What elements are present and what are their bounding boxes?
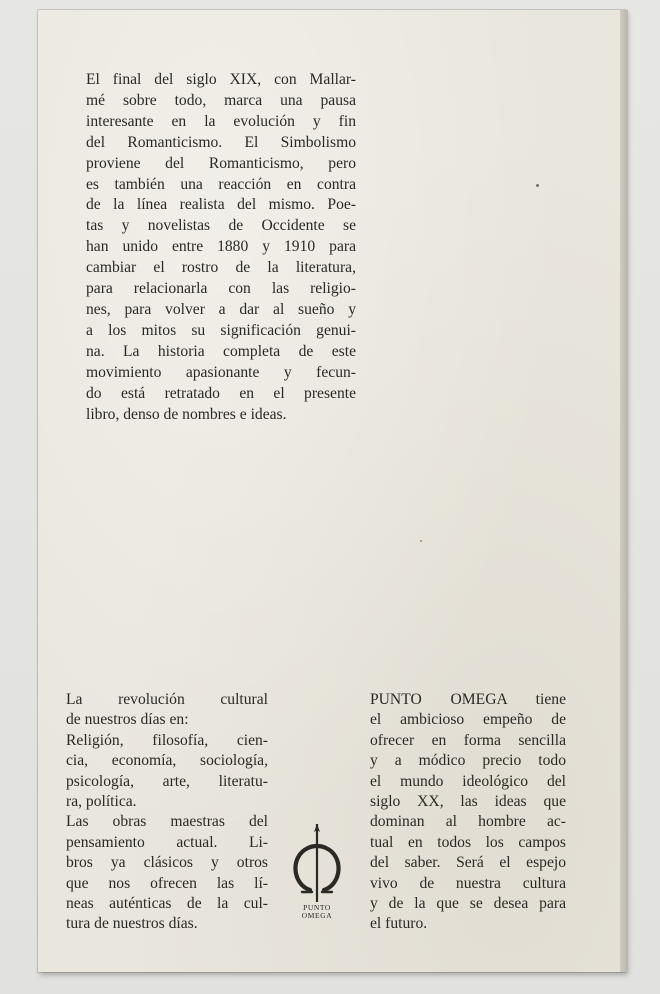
blurb-line: nes, para volver a dar al sueño y [86, 300, 356, 318]
logo-word-punto: PUNTO [303, 903, 331, 912]
blurb-line: proviene del Romanticismo, pero [86, 154, 356, 172]
left-column-line: Religión, filosofía, cien- [66, 731, 268, 749]
right-column-line: el futuro. [370, 915, 428, 933]
blurb-line: El final del siglo XIX, con Mallar- [86, 71, 356, 88]
right-column-line: y de la que se desea para [370, 895, 566, 913]
blurb-line: cambiar el rostro de la literatura, [86, 259, 356, 277]
blurb-line: tas y novelistas de Occidente se [86, 217, 356, 235]
left-column-line: La revolución cultural [66, 691, 268, 708]
left-column-text [66, 690, 268, 935]
right-column-line: siglo XX, las ideas que [370, 793, 566, 811]
blurb-line: de la línea realista del mismo. Poe- [86, 196, 356, 214]
right-column-line: el mundo ideológico del [370, 772, 566, 790]
punto-omega-logo [286, 822, 348, 932]
right-column-line: vivo de nuestra cultura [370, 874, 566, 892]
blurb-line: para relacionarla con las religio- [86, 280, 356, 298]
right-column-line: el ambicioso empeño de [370, 711, 566, 729]
paper-speck [536, 184, 539, 187]
blurb-line: do está retratado en el presente [86, 384, 356, 402]
left-column-line: Las obras maestras del [66, 813, 268, 831]
blurb-line: a los mitos su significación genui- [86, 321, 356, 339]
left-column-line: psicología, arte, literatu- [66, 772, 268, 790]
blurb-line: es también una reacción en contra [86, 175, 356, 193]
book-page-edge [620, 10, 628, 972]
punto-omega-logo-icon [286, 822, 348, 904]
right-column-line: PUNTO OMEGA tiene [370, 691, 566, 708]
blurb-line: mé sobre todo, marca una pausa [86, 91, 356, 109]
blurb-paragraph [86, 70, 356, 425]
right-column-line: ofrecer en forma sencilla [370, 731, 566, 749]
left-column-line: que nos ofrecen las lí- [66, 874, 268, 892]
right-column-line: y a módico precio todo [370, 752, 566, 770]
right-column-line: dominan al hombre ac- [370, 813, 566, 831]
blurb-line: del Romanticismo. El Simbolismo [86, 133, 356, 151]
blurb-line: libro, denso de nombres e ideas. [86, 405, 287, 423]
right-column-line: del saber. Será el espejo [370, 854, 566, 872]
paper-speck [420, 540, 422, 542]
left-column-line: cia, economía, sociología, [66, 752, 268, 770]
left-column-line: bros ya clásicos y otros [66, 854, 268, 872]
logo-word-omega: OMEGA [301, 911, 333, 920]
blurb-line: han unido entre 1880 y 1910 para [86, 238, 356, 256]
blurb-line: movimiento apasionante y fecun- [86, 363, 356, 381]
left-column-line: de nuestros días en: [66, 711, 189, 729]
right-column-text [370, 690, 566, 935]
blurb-line: interesante en la evolución y fin [86, 112, 356, 130]
right-column-line: tual en todos los campos [370, 833, 566, 851]
left-column-line: ra, política. [66, 793, 137, 811]
left-column-line: pensamiento actual. Li- [66, 833, 268, 851]
blurb-line: na. La historia completa de este [86, 342, 356, 360]
left-column-line: neas auténticas de la cul- [66, 895, 268, 913]
left-column-line: tura de nuestros días. [66, 915, 198, 933]
